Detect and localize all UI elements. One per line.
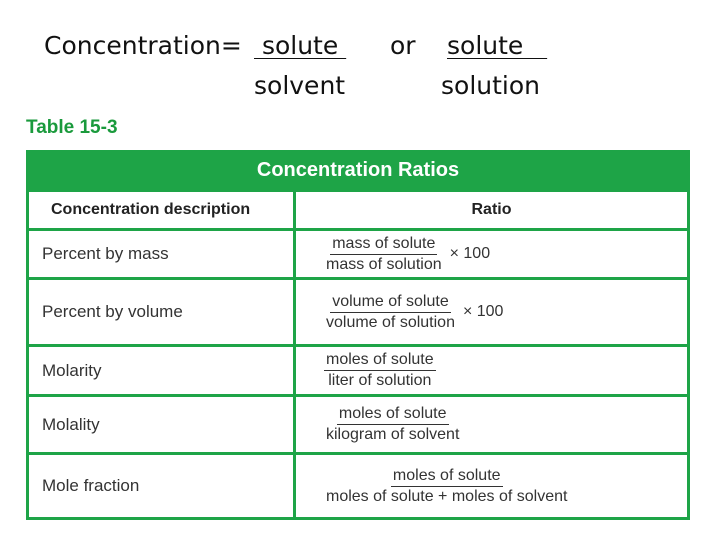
ratio-numerator: moles of solute xyxy=(324,351,436,371)
table-label: Table 15-3 xyxy=(26,117,118,138)
fraction-2-numerator: solute xyxy=(447,31,548,60)
column-header-description: Concentration description xyxy=(29,192,293,228)
row-description: Mole fraction xyxy=(29,455,293,517)
table-title: Concentration Ratios xyxy=(256,159,460,181)
fraction-1-denominator: solvent xyxy=(254,71,346,100)
row-description: Percent by mass xyxy=(29,231,293,277)
or-word: or xyxy=(390,31,416,60)
ratio-denominator: mass of solution xyxy=(326,255,442,273)
ratio-denominator: moles of solute + moles of solvent xyxy=(326,487,568,505)
row-ratio xyxy=(296,231,687,277)
ratio-multiplier: × 100 xyxy=(449,245,491,262)
row-description: Molarity xyxy=(29,347,293,394)
ratio-denominator: kilogram of solvent xyxy=(326,426,460,443)
ratio-multiplier: × 100 xyxy=(462,303,504,320)
ratio-fraction xyxy=(324,235,444,274)
ratio-denominator: volume of solution xyxy=(326,313,455,331)
fraction-2-denominator: solution xyxy=(441,71,540,100)
ratio-numerator: volume of solute xyxy=(330,293,451,313)
ratio-numerator: mass of solute xyxy=(330,235,437,255)
ratio-denominator: liter of solution xyxy=(328,372,432,389)
column-header-ratio: Ratio xyxy=(296,192,687,228)
ratio-numerator: moles of solute xyxy=(337,405,449,425)
row-ratio xyxy=(296,455,687,517)
fraction-1-numerator: solute xyxy=(254,31,347,60)
ratio-fraction xyxy=(324,293,457,332)
row-ratio xyxy=(296,397,687,452)
row-description: Molality xyxy=(29,397,293,452)
concentration-label: Concentration= xyxy=(44,31,242,60)
row-ratio xyxy=(296,347,687,394)
ratio-fraction xyxy=(324,351,436,390)
ratio-fraction xyxy=(324,467,569,506)
ratio-fraction xyxy=(324,405,461,444)
row-ratio xyxy=(296,280,687,344)
ratio-numerator: moles of solute xyxy=(391,467,503,487)
row-description: Percent by volume xyxy=(29,280,293,344)
